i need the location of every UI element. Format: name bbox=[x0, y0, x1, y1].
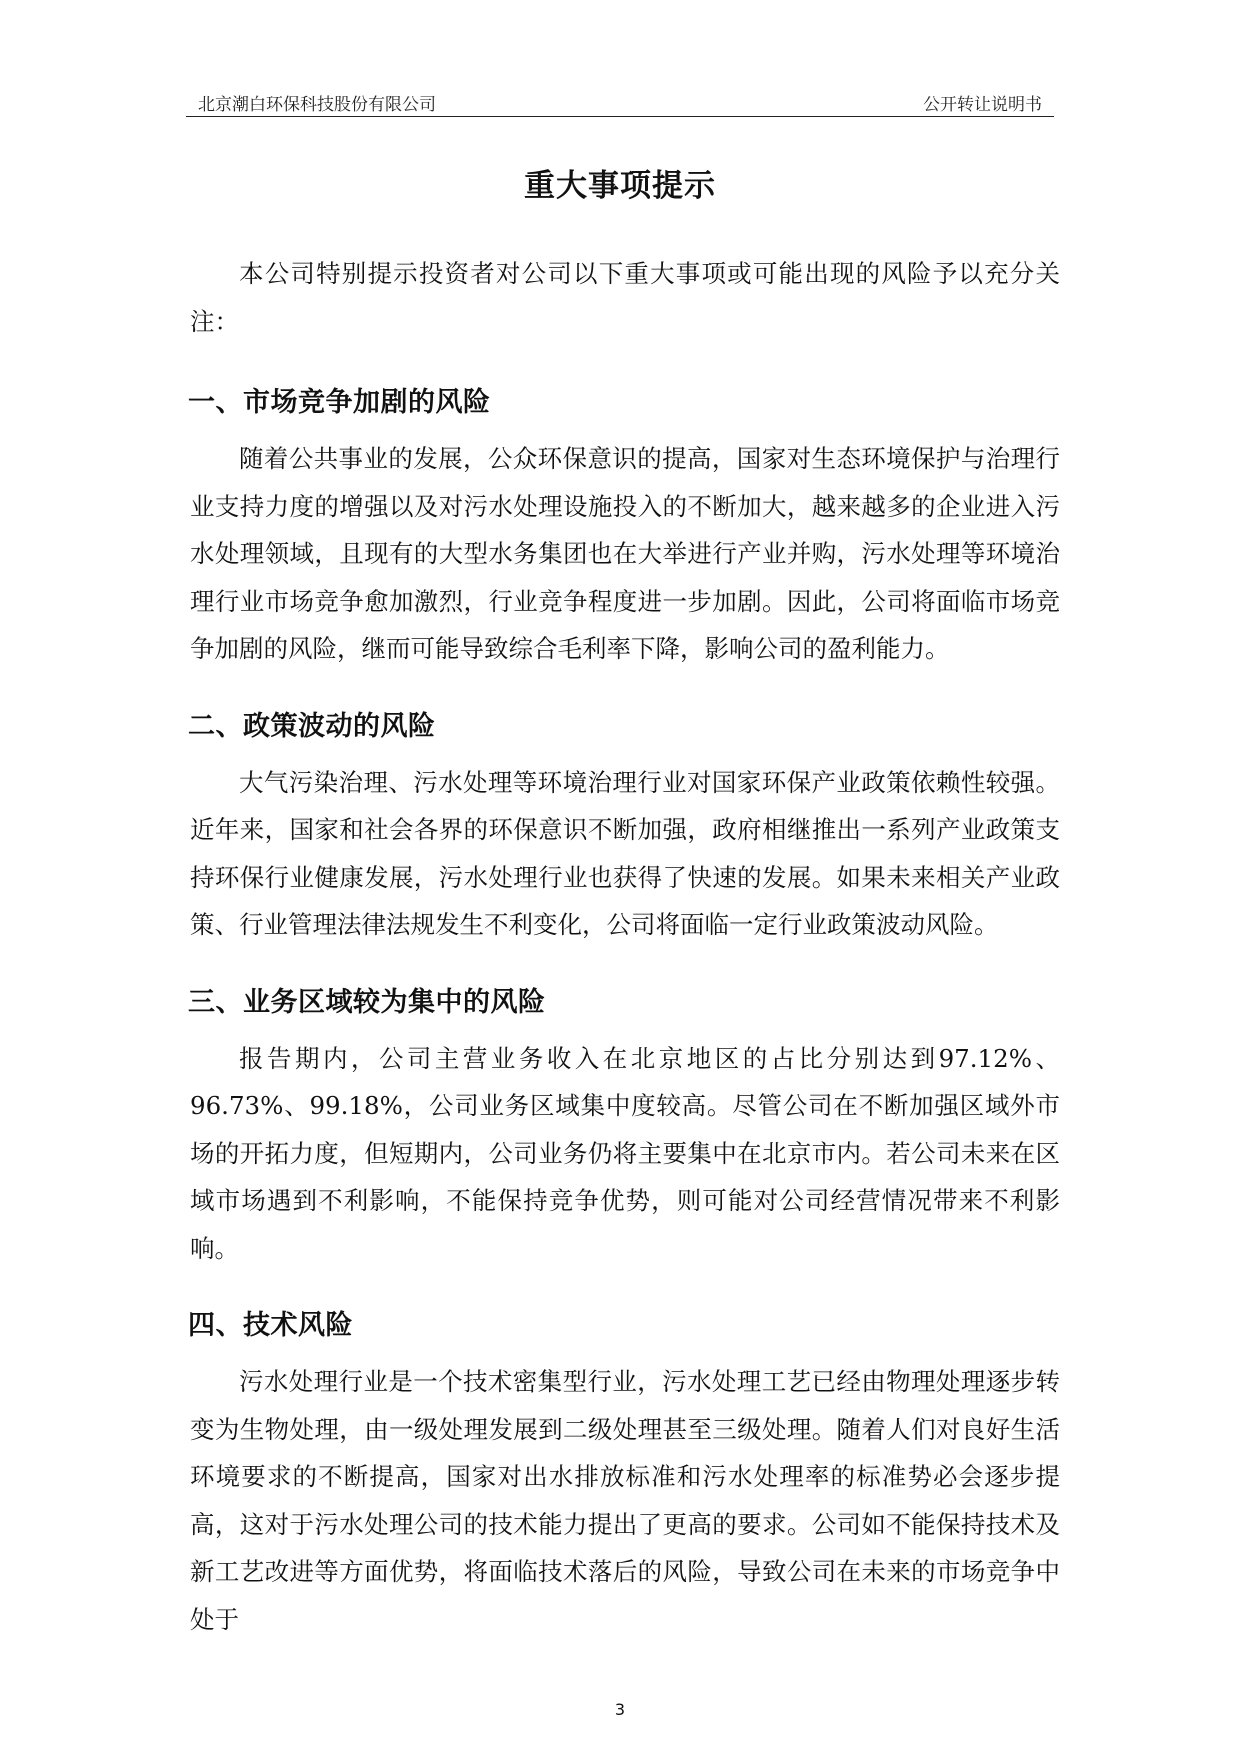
running-header bbox=[186, 84, 1054, 117]
header-company-name: 北京潮白环保科技股份有限公司 bbox=[198, 95, 436, 115]
section-heading-policy-fluctuation: 二、政策波动的风险 bbox=[188, 710, 436, 742]
section-body-technology-risk: 污水处理行业是一个技术密集型行业，污水处理工艺已经由物理处理逐步转变为生物处理，由一级处理发展到二级处理甚至三级处理。随着人们对良好生活环境要求的不断提高，国家对出水排放标准和污水处理率的标准势必会逐步提高，这对于污水处理公司的技术能力提出了更高的要求。公司如不能保持技术及新工艺改进等方面优势，将面临技术落后的风险，导致公司在未来的市场竞争中处于 bbox=[190, 1367, 1060, 1634]
page-number: 3 bbox=[614, 1700, 626, 1719]
document-body bbox=[190, 250, 1060, 1643]
section-body-policy-fluctuation: 大气污染治理、污水处理等环境治理行业对国家环保产业政策依赖性较强。近年来，国家和社会各界的环保意识不断加强，政府相继推出一系列产业政策支持环保行业健康发展，污水处理行业也获得了快速的发展。如果未来相关产业政策、行业管理法律法规发生不利变化，公司将面临一定行业政策波动风险。 bbox=[190, 767, 1060, 939]
section-heading-technology-risk: 四、技术风险 bbox=[188, 1310, 353, 1341]
section-heading-regional-concentration: 三、业务区域较为集中的风险 bbox=[188, 986, 546, 1018]
section-body-regional-concentration: 报告期内，公司主营业务收入在北京地区的占比分别达到97.12%、96.73%、99.18%，公司业务区域集中度较高。尽管公司在不断加强区域外市场的开拓力度，但短期内，公司业务仍将主要集中在北京市内。若公司未来在区域市场遇到不利影响，不能保持竞争优势，则可能对公司经营情况带来不利影响。 bbox=[190, 1043, 1060, 1263]
intro-paragraph: 本公司特别提示投资者对公司以下重大事项或可能出现的风险予以充分关注： bbox=[190, 259, 1060, 336]
page-title: 重大事项提示 bbox=[524, 168, 716, 204]
header-document-type: 公开转让说明书 bbox=[923, 95, 1042, 115]
section-body-market-competition: 随着公共事业的发展，公众环保意识的提高，国家对生态环境保护与治理行业支持力度的增强以及对污水处理设施投入的不断加大，越来越多的企业进入污水处理领域，且现有的大型水务集团也在大举进行产业并购，污水处理等环境治理行业市场竞争愈加激烈，行业竞争程度进一步加剧。因此，公司将面临市场竞争加剧的风险，继而可能导致综合毛利率下降，影响公司的盈利能力。 bbox=[190, 444, 1060, 663]
section-heading-market-competition: 一、市场竞争加剧的风险 bbox=[188, 387, 491, 418]
